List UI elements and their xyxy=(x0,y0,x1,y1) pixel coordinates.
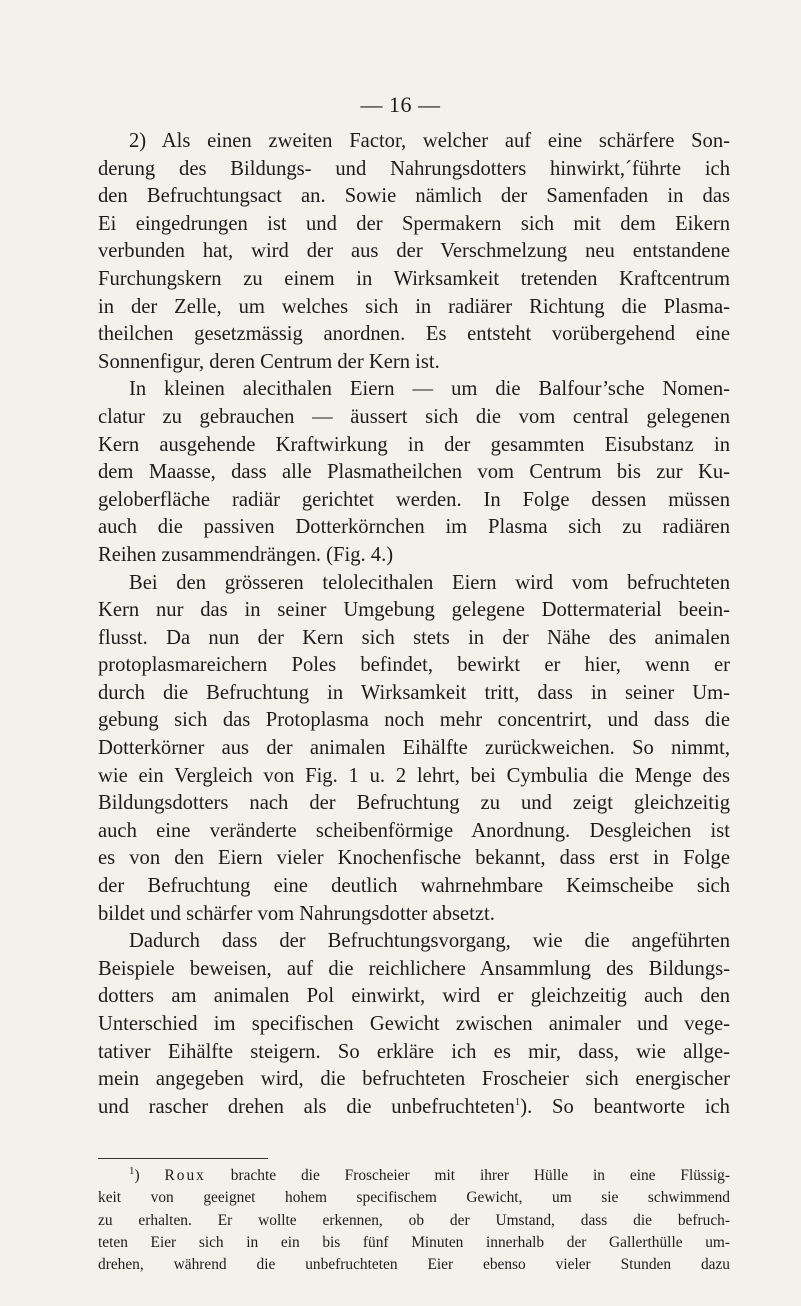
body-line: dem Maasse, dass alle Plasmatheilchen vom Centrum bis zur Ku- xyxy=(98,461,730,484)
footnote-line: teten Eier sich in ein bis fünf Minuten innerhalb der Gallerthülle um- xyxy=(98,1233,730,1251)
body-line: wie ein Vergleich von Fig. 1 u. 2 lehrt, bei Cymbulia die Menge des xyxy=(98,764,730,787)
body-line: 2) Als einen zweiten Factor, welcher auf eine schärfere Son- xyxy=(129,130,730,152)
body-line: Bei den grösseren telolecithalen Eiern wird vom befruchteten xyxy=(129,571,730,594)
body-text xyxy=(98,128,730,1121)
body-line: gebung sich das Protoplasma noch mehr concentrirt, und dass die xyxy=(98,709,730,732)
body-line: flusst. Da nun der Kern sich stets in der Nähe des animalen xyxy=(98,626,730,649)
body-line: geloberfläche radiär gerichtet werden. In Folge dessen müssen xyxy=(98,488,730,511)
body-line: Reihen zusammendrängen. (Fig. 4.) xyxy=(98,543,394,566)
body-line: Ei eingedrungen ist und der Spermakern sich mit dem Eikern xyxy=(98,212,730,235)
body-line: in der Zelle, um welches sich in radiärer Richtung die Plasma- xyxy=(98,295,730,318)
footnote-line: $^1$) Roux brachte die Froscheier mit ihrer Hülle in eine Flüssig- xyxy=(129,1165,730,1184)
body-line: theilchen gesetzmässig anordnen. Es entsteht vorübergehend eine xyxy=(98,323,730,346)
footnote-line: drehen, während die unbefruchteten Eier ebenso vieler Stunden dazu xyxy=(98,1256,730,1274)
body-line: Unterschied im specifischen Gewicht zwischen animaler und vege- xyxy=(98,1013,730,1035)
footnote-line: keit von geeignet hohem specifischem Gewicht, um sie schwimmend xyxy=(98,1189,730,1207)
page-number: — 16 — xyxy=(360,92,441,117)
body-line: derung des Bildungs- und Nahrungsdotters hinwirkt,´führte ich xyxy=(98,157,730,180)
body-line: Sonnenfigur, deren Centrum der Kern ist. xyxy=(98,350,440,373)
footnote-divider xyxy=(98,1158,268,1159)
body-line: es von den Eiern vieler Knochenfische bekannt, dass erst in Folge xyxy=(98,847,730,870)
body-line: tativer Eihälfte steigern. So erkläre ich es mir, dass, wie allge- xyxy=(98,1040,730,1063)
body-line: mein angegeben wird, die befruchteten Froscheier sich energischer xyxy=(98,1068,730,1091)
body-line: Kern ausgehende Kraftwirkung in der gesammten Eisubstanz in xyxy=(98,433,730,456)
body-line: verbunden hat, wird der aus der Verschmelzung neu entstandene xyxy=(98,240,730,263)
footnote-marker: 1 xyxy=(129,1165,135,1177)
body-line: Furchungskern zu einem in Wirksamkeit tretenden Kraftcentrum xyxy=(98,267,730,290)
footnote xyxy=(98,1165,730,1276)
body-line: dotters am animalen Pol einwirkt, wird er gleichzeitig auch den xyxy=(98,985,730,1008)
body-line: bildet und schärfer vom Nahrungsdotter absetzt. xyxy=(98,902,495,925)
body-line: Beispiele beweisen, auf die reichlichere Ansammlung des Bildungs- xyxy=(98,957,730,980)
footnote-author: Roux xyxy=(164,1167,206,1184)
body-line xyxy=(98,1094,730,1122)
footnote-line: zu erhalten. Er wollte erkennen, ob der Umstand, dass die befruch- xyxy=(98,1211,730,1229)
footnote-reference: 1 xyxy=(514,1095,521,1108)
body-line-text: und rascher drehen als die unbefruchteten xyxy=(98,1095,515,1118)
body-line: den Befruchtungsact an. Sowie nämlich der Samenfaden in das xyxy=(98,185,730,208)
body-line: auch die passiven Dotterkörnchen im Plasma sich zu radiären xyxy=(98,516,730,539)
footnote-line-text: brachte die Froscheier mit ihrer Hülle in eine Flüssig- xyxy=(230,1167,730,1184)
body-line-text: ). So beantworte ich xyxy=(520,1095,730,1118)
body-line: Dotterkörner aus der animalen Eihälfte zurückweichen. So nimmt, xyxy=(98,737,730,760)
body-line: In kleinen alecithalen Eiern — um die Balfour’sche Nomen- xyxy=(129,378,730,401)
body-line: durch die Befruchtung in Wirksamkeit tritt, dass in seiner Um- xyxy=(98,681,730,704)
body-line: auch eine veränderte scheibenförmige Anordnung. Desgleichen ist xyxy=(98,819,730,842)
body-line: clatur zu gebrauchen — äussert sich die vom central gelegenen xyxy=(98,405,730,428)
body-line: Bildungsdotters nach der Befruchtung zu und zeigt gleichzeitig xyxy=(98,792,730,815)
body-line: protoplasmareichern Poles befindet, bewirkt er hier, wenn er xyxy=(98,654,730,677)
body-line: der Befruchtung eine deutlich wahrnehmbare Keimscheibe sich xyxy=(98,875,730,898)
body-line: Kern nur das in seiner Umgebung gelegene Dottermaterial beein- xyxy=(98,599,730,622)
body-line: Dadurch dass der Befruchtungsvorgang, wie die angeführten xyxy=(129,930,730,953)
